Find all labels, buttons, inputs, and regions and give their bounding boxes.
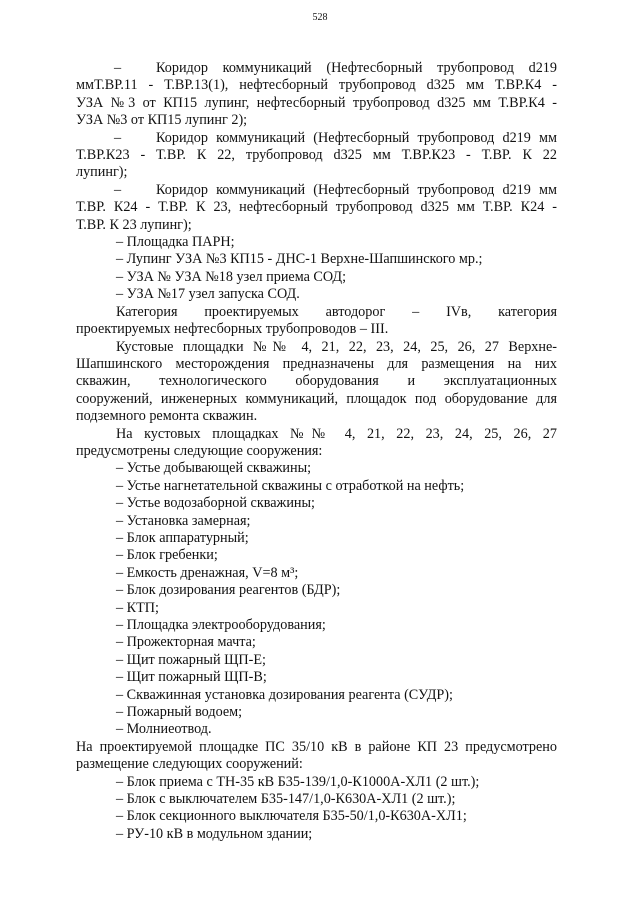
paragraph-line: Коридор коммуникаций (Нефтесборный трубопровод d219 мм xyxy=(156,129,557,146)
list-item: – Прожекторная мачта; xyxy=(116,634,256,651)
dash-marker: – xyxy=(114,129,122,146)
corridor-paragraph-1 xyxy=(76,60,557,130)
corridor-paragraph-3 xyxy=(76,182,557,234)
paragraph-line: проектируемых нефтесборных трубопроводов – III. xyxy=(76,321,389,338)
list-item: – Площадка ПАРН; xyxy=(116,234,235,251)
list-item: – Устье добывающей скважины; xyxy=(116,460,312,477)
list-item: – Блок с выключателем Б35-147/1,0-К630А-ХЛ1 (2 шт.); xyxy=(116,791,456,808)
paragraph-line: лупинг); xyxy=(76,164,128,181)
list-item: – Устье нагнетательной скважины с отработкой на нефть; xyxy=(116,477,465,494)
paragraph-line: Шапшинского месторождения предназначены для размещения на них xyxy=(76,355,557,372)
list-item: – Блок гребенки; xyxy=(116,547,218,564)
substation-paragraph xyxy=(76,739,557,774)
paragraph-line: На проектируемой площадке ПС 35/10 кВ в районе КП 23 предусмотрено xyxy=(76,738,557,755)
list-item: – Скважинная установка дозирования реагента (СУДР); xyxy=(116,686,453,703)
list-item: – КТП; xyxy=(116,599,159,616)
dash-marker: – xyxy=(114,181,122,198)
object-list xyxy=(76,234,557,304)
corridor-paragraph-2 xyxy=(76,130,557,182)
dash-marker: – xyxy=(114,60,122,76)
list-item: – РУ-10 кВ в модульном здании; xyxy=(116,825,313,842)
category-paragraph xyxy=(76,304,557,339)
paragraph-line: размещение следующих сооружений: xyxy=(76,756,303,773)
list-item: – УЗА № УЗА №18 узел приема СОД; xyxy=(116,268,347,285)
paragraph-line: Т.ВР. К24 - Т.ВР. К 23, нефтесборный трубопровод d325 мм Т.ВР. К24 - xyxy=(76,199,557,216)
pads-paragraph xyxy=(76,339,557,426)
paragraph-line: Коридор коммуникаций (Нефтесборный трубопровод d219 xyxy=(156,60,557,76)
pads-intro-paragraph xyxy=(76,426,557,461)
list-item: – Щит пожарный ЩП-Е; xyxy=(116,651,266,668)
list-item: – Блок аппаратурный; xyxy=(116,529,249,546)
list-item: – Устье водозаборной скважины; xyxy=(116,495,315,512)
list-item: – Емкость дренажная, V=8 м³; xyxy=(116,564,299,581)
paragraph-line: На кустовых площадках №№ 4, 21, 22, 23, 24, 25, 26, 27 xyxy=(116,425,557,442)
paragraph-line: УЗА №3 от КП15 лупинг 2); xyxy=(76,112,248,129)
substation-list xyxy=(76,774,557,844)
document-body xyxy=(76,60,557,843)
list-item: – Площадка электрооборудования; xyxy=(116,617,326,633)
paragraph-line: сооружений, инженерных коммуникаций, площадок под оборудование для xyxy=(76,390,557,407)
list-item: – Молниеотвод. xyxy=(116,721,212,738)
paragraph-line: УЗА №3 от КП15 лупинг, нефтесборный трубопровод d325 мм Т.ВР.К4 - xyxy=(76,94,557,111)
page-number: 528 xyxy=(312,12,328,23)
list-item: – Установка замерная; xyxy=(116,512,251,529)
list-item: – Щит пожарный ЩП-В; xyxy=(116,669,267,686)
paragraph-line: Т.ВР.К23 - Т.ВР. К 22, трубопровод d325 мм Т.ВР.К23 - Т.ВР. К 22 xyxy=(76,147,557,164)
list-item: – Блок дозирования реагентов (БДР); xyxy=(116,582,341,599)
paragraph-line: предусмотрены следующие сооружения: xyxy=(76,442,323,459)
paragraph-line: подземного ремонта скважин. xyxy=(76,408,258,425)
paragraph-line: Т.ВР. К 23 лупинг); xyxy=(76,216,192,233)
paragraph-line: скважин, технологического оборудования и эксплуатационных xyxy=(76,373,557,390)
paragraph-line: Коридор коммуникаций (Нефтесборный трубопровод d219 мм xyxy=(156,181,557,198)
paragraph-line: ммТ.ВР.11 - Т.ВР.13(1), нефтесборный трубопровод d325 мм Т.ВР.К4 - xyxy=(76,77,557,94)
list-item: – Лупинг УЗА №3 КП15 - ДНС-1 Верхне-Шапшинского мр.; xyxy=(116,251,483,268)
list-item: – Пожарный водоем; xyxy=(116,704,243,721)
paragraph-line: Кустовые площадки №№ 4, 21, 22, 23, 24, 25, 26, 27 Верхне- xyxy=(116,338,557,355)
paragraph-line: Категория проектируемых автодорог – IVв, категория xyxy=(116,303,557,320)
structures-list xyxy=(76,460,557,739)
list-item: – УЗА №17 узел запуска СОД. xyxy=(116,286,300,303)
list-item: – Блок секционного выключателя Б35-50/1,0-К630А-ХЛ1; xyxy=(116,808,467,825)
list-item: – Блок приема с ТН-35 кВ Б35-139/1,0-К1000А-ХЛ1 (2 шт.); xyxy=(116,773,480,790)
